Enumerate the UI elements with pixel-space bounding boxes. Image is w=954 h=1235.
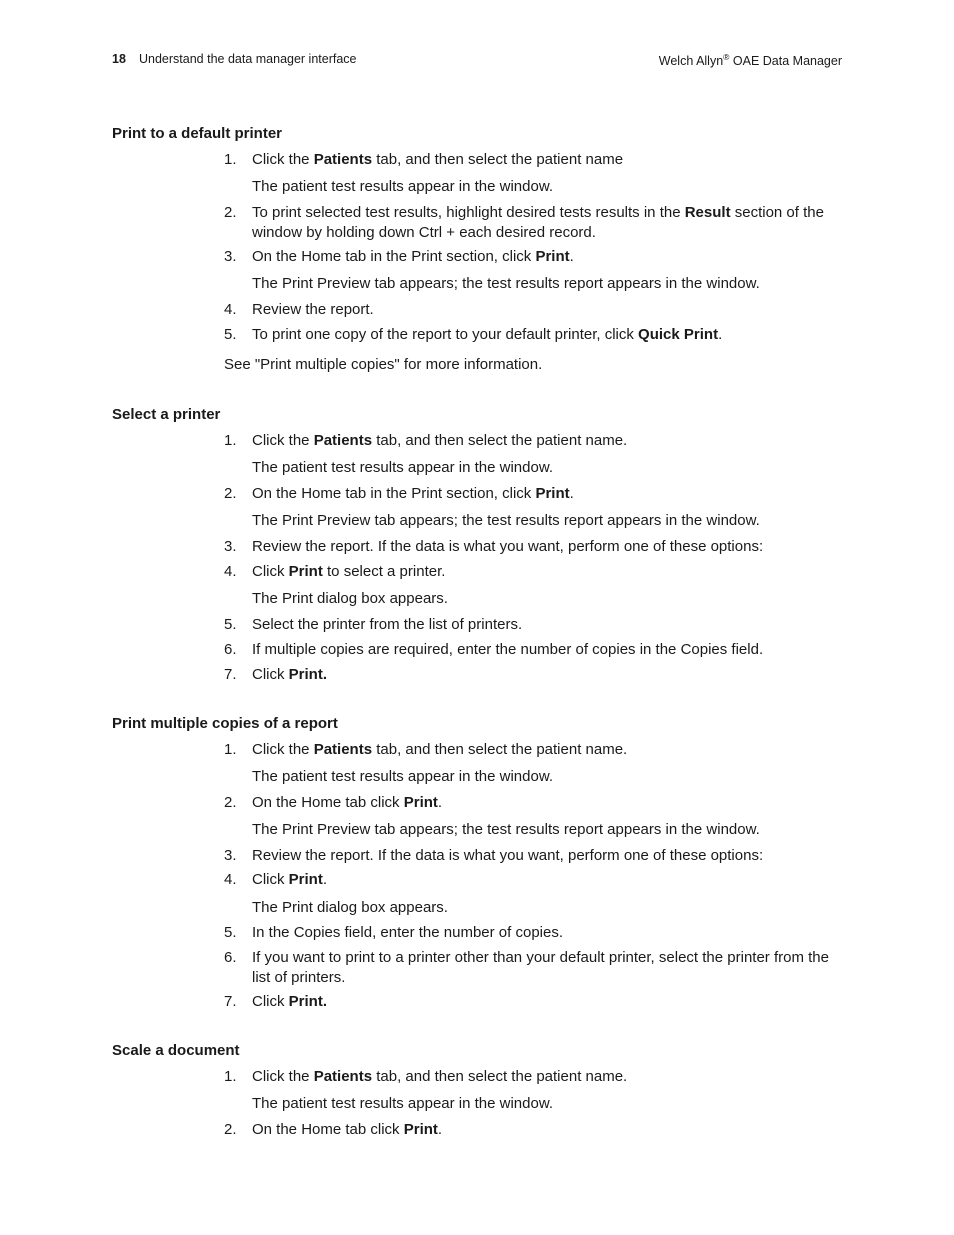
step-text	[252, 992, 844, 1012]
step-number: 1.	[224, 432, 237, 449]
step-number: 2.	[224, 1121, 237, 1138]
step-number: 2.	[224, 794, 237, 811]
step-result: The patient test results appear in the window.	[252, 178, 554, 195]
step-text	[252, 431, 844, 451]
step-text	[252, 640, 844, 660]
step-text-run: On the Home tab in the Print section, click	[252, 248, 536, 265]
step-number: 4.	[224, 871, 237, 888]
step-text-run: On the Home tab click	[252, 794, 404, 811]
step-text	[252, 846, 844, 866]
step-text-run: In the Copies field, enter the number of copies.	[252, 924, 564, 941]
step-text-run: To print one copy of the report to your default printer, click	[252, 326, 639, 343]
section-title: Scale a document	[112, 1042, 240, 1059]
step-text	[252, 150, 844, 170]
step-number: 1.	[224, 1068, 237, 1085]
step-text	[252, 793, 844, 813]
step-text	[252, 1067, 844, 1087]
step-text-run: Select the printer from the list of printers.	[252, 616, 523, 633]
step-text-run: Click	[252, 563, 289, 580]
step-text-run: If multiple copies are required, enter the number of copies in the Copies field.	[252, 641, 764, 658]
ui-term: Print	[403, 794, 438, 811]
step-number: 1.	[224, 151, 237, 168]
step-number: 5.	[224, 326, 237, 343]
section-title: Print to a default printer	[112, 125, 283, 142]
step-result: The Print Preview tab appears; the test results report appears in the window.	[252, 275, 760, 292]
step-result: The patient test results appear in the window.	[252, 768, 554, 785]
step-result: The Print dialog box appears.	[252, 590, 448, 607]
ui-term: Print	[403, 1121, 438, 1138]
step-text-run: Click	[252, 993, 289, 1010]
step-text-run: section of the window by holding down Ctrl + each desired record.	[252, 204, 824, 241]
product-prefix: Welch Allyn	[658, 54, 724, 69]
step-number: 7.	[224, 993, 237, 1010]
step-text	[252, 740, 844, 760]
step-text-run: Click the	[252, 432, 314, 449]
step-text-run: Click	[252, 871, 289, 888]
ui-term: Print	[288, 563, 323, 580]
step-number: 4.	[224, 301, 237, 318]
step-text	[252, 1120, 844, 1140]
step-text	[252, 325, 844, 345]
product-name	[659, 52, 842, 68]
ui-term: Patients	[313, 151, 373, 168]
step-text-run: tab, and then select the patient name.	[372, 432, 628, 449]
step-result: The patient test results appear in the window.	[252, 459, 554, 476]
step-number: 3.	[224, 538, 237, 555]
step-text-run: .	[322, 871, 328, 888]
step-text	[252, 203, 844, 242]
ui-term: Patients	[313, 432, 373, 449]
step-number: 6.	[224, 949, 237, 966]
step-result: The Print Preview tab appears; the test results report appears in the window.	[252, 821, 760, 838]
chapter-title: Understand the data manager interface	[139, 52, 357, 66]
step-text	[252, 300, 844, 320]
step-text-run: On the Home tab click	[252, 1121, 404, 1138]
step-text-run: tab, and then select the patient name.	[372, 1068, 628, 1085]
step-text-run: tab, and then select the patient name.	[372, 741, 628, 758]
step-text	[252, 615, 844, 635]
page-number: 18	[112, 52, 126, 66]
step-text	[252, 484, 844, 504]
step-text	[252, 247, 844, 267]
step-text-run: tab, and then select the patient name	[372, 151, 624, 168]
step-text-run: Review the report. If the data is what you want, perform one of these options:	[252, 538, 764, 555]
step-text-run: .	[437, 794, 443, 811]
section-title: Select a printer	[112, 406, 221, 423]
step-text	[252, 870, 844, 890]
step-number: 3.	[224, 248, 237, 265]
ui-term: Patients	[313, 741, 373, 758]
step-number: 6.	[224, 641, 237, 658]
ui-term: Result	[684, 204, 731, 221]
step-text	[252, 923, 844, 943]
step-text-run: .	[569, 485, 574, 502]
step-number: 4.	[224, 563, 237, 580]
section-title: Print multiple copies of a report	[112, 715, 338, 732]
step-text-run: Click	[252, 666, 289, 683]
step-result: The Print dialog box appears.	[252, 899, 448, 916]
step-text-run: Review the report.	[252, 301, 374, 318]
step-text-run: to select a printer.	[322, 563, 446, 580]
product-suffix: OAE Data Manager	[729, 54, 842, 69]
step-text-run: Click the	[252, 151, 314, 168]
step-text-run: On the Home tab in the Print section, click	[252, 485, 536, 502]
ui-term: Print.	[288, 993, 328, 1010]
ui-term: Print	[535, 248, 570, 265]
step-number: 5.	[224, 616, 237, 633]
step-text-run: .	[718, 326, 723, 343]
step-number: 3.	[224, 847, 237, 864]
page-header	[112, 50, 842, 70]
step-number: 1.	[224, 741, 237, 758]
registered-mark: ®	[723, 52, 730, 62]
step-text	[252, 948, 844, 987]
step-result: The Print Preview tab appears; the test results report appears in the window.	[252, 512, 760, 529]
step-text	[252, 665, 844, 685]
ui-term: Print.	[288, 666, 328, 683]
ui-term: Print	[288, 871, 323, 888]
step-text-run: Review the report. If the data is what you want, perform one of these options:	[252, 847, 764, 864]
ui-term: Print	[535, 485, 570, 502]
section-note: See "Print multiple copies" for more information.	[224, 356, 543, 373]
step-text-run: To print selected test results, highlight desired tests results in the	[252, 204, 685, 221]
step-number: 2.	[224, 485, 237, 502]
step-number: 2.	[224, 204, 237, 221]
step-text	[252, 562, 844, 582]
ui-term: Quick Print	[638, 326, 719, 343]
step-text-run: Click the	[252, 741, 314, 758]
step-text-run: If you want to print to a printer other than your default printer, select the printer from the list of printers.	[252, 949, 829, 986]
step-text-run: .	[437, 1121, 443, 1138]
ui-term: Patients	[313, 1068, 373, 1085]
step-number: 7.	[224, 666, 237, 683]
step-text-run: .	[569, 248, 574, 265]
step-number: 5.	[224, 924, 237, 941]
step-text	[252, 537, 844, 557]
step-result: The patient test results appear in the window.	[252, 1095, 554, 1112]
step-text-run: Click the	[252, 1068, 314, 1085]
